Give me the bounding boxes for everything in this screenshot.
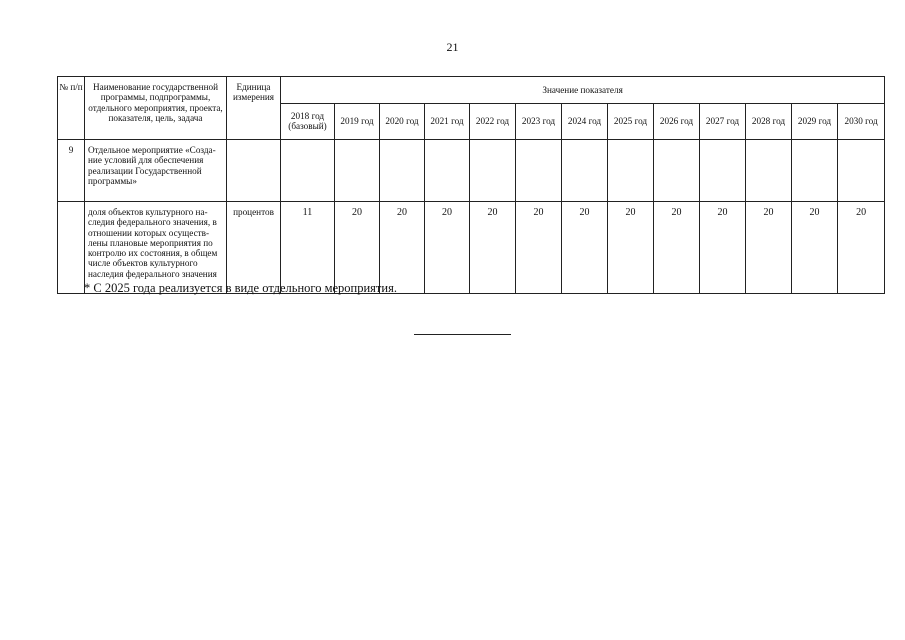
value-cell: 20 xyxy=(700,202,746,294)
value-cell xyxy=(470,140,516,202)
page-number: 21 xyxy=(446,40,459,54)
value-cell xyxy=(700,140,746,202)
header-unit: Единица измерения xyxy=(227,77,281,140)
value-cell xyxy=(516,140,562,202)
value-cell xyxy=(281,140,335,202)
value-cell: 20 xyxy=(746,202,792,294)
value-cell: 11 xyxy=(281,202,335,294)
value-cell xyxy=(654,140,700,202)
value-cell: 20 xyxy=(335,202,380,294)
value-cell: 20 xyxy=(516,202,562,294)
value-cell xyxy=(425,140,470,202)
header-year: 2021 год xyxy=(425,103,470,139)
value-cell: 20 xyxy=(470,202,516,294)
header-year: 2024 год xyxy=(562,103,608,139)
row-unit: процентов xyxy=(227,202,281,294)
header-name: Наименование государственной программы, подпрограммы, отдельного мероприятия, проекта, показателя, цель, задача xyxy=(85,77,227,140)
row-num: 9 xyxy=(58,140,85,202)
header-value-group: Значение показателя xyxy=(281,77,885,104)
header-num: № п/п xyxy=(58,77,85,140)
value-cell: 20 xyxy=(608,202,654,294)
value-cell xyxy=(562,140,608,202)
value-cell: 20 xyxy=(654,202,700,294)
divider-line xyxy=(414,334,511,335)
value-cell xyxy=(838,140,885,202)
indicators-table xyxy=(57,76,885,294)
header-year: 2028 год xyxy=(746,103,792,139)
header-year: 2029 год xyxy=(792,103,838,139)
header-year: 2020 год xyxy=(380,103,425,139)
header-year: 2030 год xyxy=(838,103,885,139)
value-cell xyxy=(380,140,425,202)
footnote: * С 2025 года реализуется в виде отдельного мероприятия. xyxy=(84,281,397,295)
value-cell: 20 xyxy=(425,202,470,294)
row-name: доля объектов культурного на-следия федерального значения, в отношении которых осуществ-лены плановые мероприятия по контролю их состояния, в общем числе объектов культурного наследия федерального значения xyxy=(85,202,227,294)
table-row xyxy=(58,140,885,202)
header-year: 2027 год xyxy=(700,103,746,139)
header-year: 2025 год xyxy=(608,103,654,139)
row-name: Отдельное мероприятие «Созда-ние условий для обеспечения реализации Государственной программы» xyxy=(85,140,227,202)
value-cell xyxy=(608,140,654,202)
value-cell xyxy=(746,140,792,202)
header-year: 2019 год xyxy=(335,103,380,139)
value-cell: 20 xyxy=(562,202,608,294)
header-year: 2026 год xyxy=(654,103,700,139)
header-year: 2022 год xyxy=(470,103,516,139)
value-cell: 20 xyxy=(380,202,425,294)
header-row-group xyxy=(58,77,885,104)
value-cell: 20 xyxy=(838,202,885,294)
value-cell xyxy=(792,140,838,202)
header-year: 2023 год xyxy=(516,103,562,139)
row-num xyxy=(58,202,85,294)
value-cell: 20 xyxy=(792,202,838,294)
row-unit xyxy=(227,140,281,202)
header-year: 2018 год (базовый) xyxy=(281,103,335,139)
table-row xyxy=(58,202,885,294)
value-cell xyxy=(335,140,380,202)
